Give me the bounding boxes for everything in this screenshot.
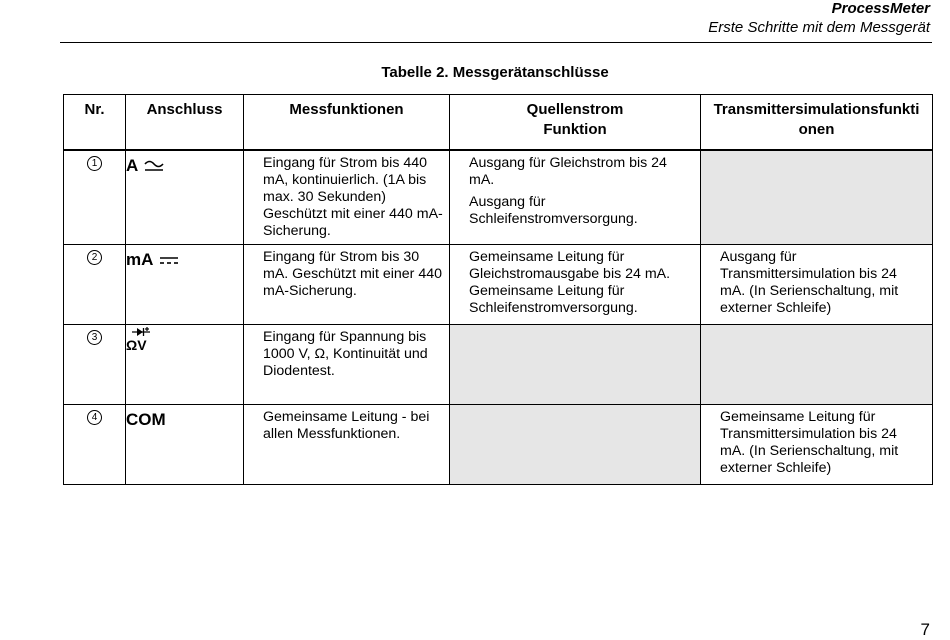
source-function-text: Gemeinsame Leitung für Gleichstromausgabe bis 24 mA. Gemeinsame Leitung für Schleifenstromversorgung.	[469, 249, 671, 316]
measure-function-text: Eingang für Strom bis 440 mA, kontinuierlich. (1A bis max. 30 Sekunden) Geschützt mit einer 440 mA-Sicherung.	[263, 154, 443, 239]
terminal-cell	[126, 150, 244, 245]
measure-function-cell	[244, 150, 450, 245]
header-anschluss: Anschluss	[126, 95, 244, 150]
table-row	[64, 405, 933, 485]
circled-number: 3	[87, 330, 102, 345]
transmitter-function-text: Ausgang für Transmittersimulation bis 24 mA. (In Serienschaltung, mit externer Schleife)	[720, 249, 899, 316]
circled-number: 2	[87, 250, 102, 265]
terminal-cell	[126, 245, 244, 325]
table-header-row	[64, 95, 933, 150]
table-row	[64, 325, 933, 405]
measure-function-text: Gemeinsame Leitung - bei allen Messfunktionen.	[263, 409, 430, 442]
table-row	[64, 150, 933, 245]
source-function-text: Ausgang für Schleifenstromversorgung.	[469, 193, 638, 227]
source-function-text: Ausgang für Gleichstrom bis 24 mA.	[469, 154, 667, 188]
header-nr: Nr.	[64, 95, 126, 150]
terminal-label: ΩV	[126, 337, 147, 353]
measure-function-cell	[244, 405, 450, 485]
diode-symbol-icon	[132, 327, 150, 337]
transmitter-function-cell-empty	[701, 325, 933, 405]
table-row	[64, 245, 933, 325]
header-messfunktionen: Messfunktionen	[244, 95, 450, 150]
transmitter-function-cell-empty	[701, 150, 933, 245]
terminal-label: mA	[126, 250, 154, 269]
measure-function-text: Eingang für Strom bis 30 mA. Geschützt mit einer 440 mA-Sicherung.	[263, 249, 442, 299]
measure-function-cell	[244, 245, 450, 325]
header-quellenstrom: Quellenstrom Funktion	[450, 95, 701, 150]
row-number-cell	[64, 245, 126, 325]
terminals-table	[63, 94, 933, 485]
transmitter-function-cell	[701, 245, 933, 325]
terminal-cell	[126, 405, 244, 485]
terminal-cell	[126, 325, 244, 405]
measure-function-text: Eingang für Spannung bis 1000 V, Ω, Kontinuität und Diodentest.	[263, 329, 428, 379]
transmitter-function-cell	[701, 405, 933, 485]
dc-symbol-icon	[159, 254, 179, 266]
transmitter-function-text: Gemeinsame Leitung für Transmittersimulation bis 24 mA. (In Serienschaltung, mit externer Schleife)	[720, 409, 899, 476]
circled-number: 4	[87, 410, 102, 425]
header-transmitter: Transmittersimulationsfunktionen	[701, 95, 933, 150]
terminal-label: COM	[126, 410, 166, 429]
header-rule	[60, 42, 932, 43]
source-function-cell	[450, 245, 701, 325]
row-number-cell	[64, 405, 126, 485]
source-function-cell	[450, 150, 701, 245]
ac-dc-symbol-icon	[144, 159, 164, 173]
row-number-cell	[64, 325, 126, 405]
source-function-cell-empty	[450, 405, 701, 485]
page-number: 7	[920, 620, 930, 639]
circled-number: 1	[87, 156, 102, 171]
measure-function-cell	[244, 325, 450, 405]
document-subtitle: Erste Schritte mit dem Messgerät	[708, 19, 930, 36]
document-title: ProcessMeter	[831, 0, 930, 17]
terminal-label: A	[126, 155, 139, 175]
table-caption: Tabelle 2. Messgerätanschlüsse	[381, 64, 609, 81]
row-number-cell	[64, 150, 126, 245]
source-function-cell-empty	[450, 325, 701, 405]
